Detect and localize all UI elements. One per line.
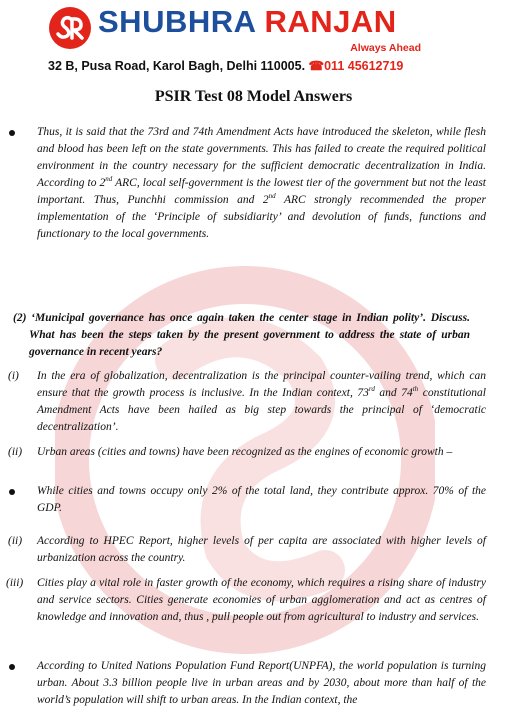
point-i	[37, 368, 486, 436]
p1-text-c: ARC strongly recommended the proper implementation of the ‘Principle of subsidiarity’ and devolution of funds, functions and functionary to the local governments.	[37, 194, 486, 240]
phone-number: 011 45612719	[324, 59, 404, 73]
tagline: Always Ahead	[350, 42, 421, 54]
brand-first: SHUBHRA	[98, 4, 256, 39]
marker-ii: (ii)	[8, 446, 23, 458]
bullet-3	[9, 664, 15, 670]
bullet-2	[9, 489, 15, 495]
brand-second: RANJAN	[264, 4, 397, 39]
letterhead	[0, 0, 507, 80]
address: 32 B, Pusa Road, Karol Bagh, Delhi 110005.	[48, 59, 306, 73]
p1-sup-1: nd	[105, 175, 113, 184]
point-iii: Cities play a vital role in faster growth of the economy, which requires a rising share of industry and service sectors. Cities generate economies of urban agglomeration and act as centres of knowledge and innovation and, thus , pull people out from agricultural to industry and services.	[37, 577, 486, 623]
question-number: (2)	[13, 312, 27, 324]
i-text-a: In the era of globalization, decentralization is the principal counter-vailing trend, which can ensure that the growth process is inclusive. In the Indian context, 73	[37, 370, 486, 399]
paragraph-bullet-3: According to United Nations Population Fund Report(UNPFA), the world population is turning urban. About 3.3 billion people live in urban areas and by 2030, about more than half of the world’s population will shift to urban areas. In the Indian context, the	[37, 660, 486, 706]
p1-sup-2: nd	[268, 192, 276, 201]
i-text-c: constitutional Amendment Acts have been hailed as big step towards the principal of ‘democratic decentralization’.	[37, 387, 486, 433]
point-ii: Urban areas (cities and towns) have been recognized as the engines of economic growth –	[37, 446, 453, 458]
i-text-b: and 74	[374, 387, 413, 399]
paragraph-1	[37, 124, 486, 243]
bullet-1	[9, 130, 15, 136]
i-sup-2: th	[412, 385, 419, 394]
marker-iii: (iii)	[6, 577, 24, 589]
question-text: ‘Municipal governance has once again taken the center stage in Indian polity’. Discuss. What has been the steps taken by the present government to address the state of urban governance in recent years?	[29, 312, 471, 358]
point-ii-b: According to HPEC Report, higher levels of per capita are associated with higher levels of urbanization across the country.	[37, 535, 486, 564]
marker-i: (i)	[8, 370, 19, 382]
address-line	[48, 58, 403, 73]
question-2	[13, 310, 470, 361]
brand-name	[98, 4, 397, 40]
paragraph-bullet-2: While cities and towns occupy only 2% of the total land, they contribute approx. 70% of the GDP.	[37, 485, 486, 514]
sr-logo-icon	[48, 6, 92, 50]
page-title: PSIR Test 08 Model Answers	[154, 88, 353, 105]
i-sup-1: rd	[368, 385, 375, 394]
phone-icon: ☎	[308, 59, 325, 73]
marker-ii-b: (ii)	[8, 535, 23, 547]
p1-text-a: Thus, it is said that the 73rd and 74th Amendment Acts have introduced the skeleton, while flesh and blood has been left on the state governments. This has failed to create the required political environment in the country necessary for the sufficient democratic decentralization in India. According to 2	[37, 126, 486, 189]
p1-text-b: ARC, local self-government is the lowest tier of the government but not the least important. Thus, Punchhi commission and 2	[37, 177, 486, 206]
